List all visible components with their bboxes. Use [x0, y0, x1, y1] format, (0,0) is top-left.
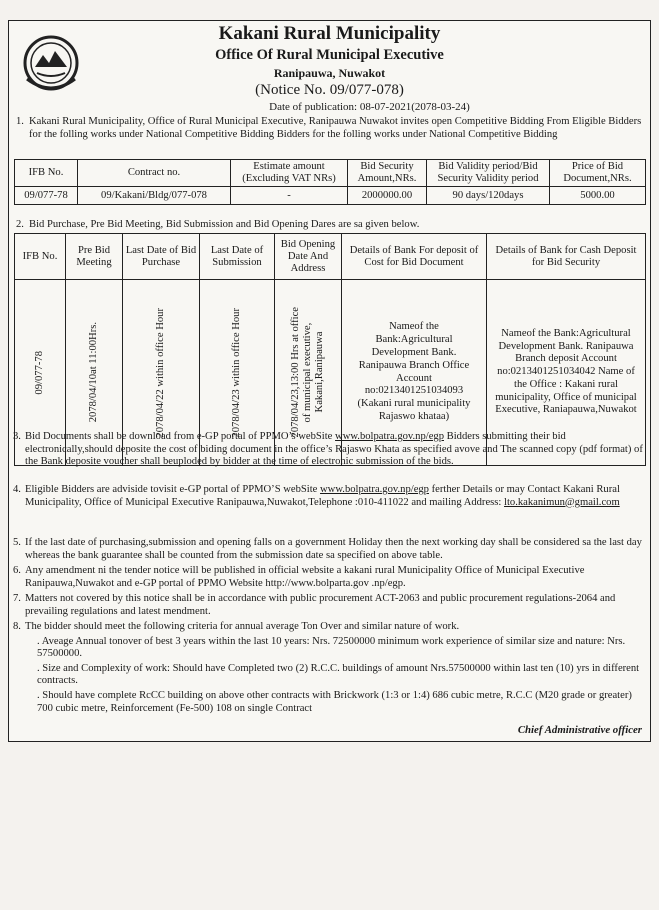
publication-date: Date of publication: 08-07-2021(2078-03-24): [269, 101, 470, 113]
table-cell: -: [231, 187, 348, 205]
paragraph-7: 7. Matters not covered by this notice shall be in accordance with public procurement ACT-2063 and public procurement regulations-2064 and prevailing regulations and latest mendment.: [13, 593, 616, 617]
office-subtitle: Office Of Rural Municipal Executive: [215, 47, 444, 63]
table-cell: 2000000.00: [348, 187, 427, 205]
table-header: Contract no.: [78, 160, 231, 187]
paragraph-8: 8. The bidder should meet the following criteria for annual average Ton Over and similar nature of work. . Aveage Annual tonover of best 3 years within the last 10 years: Nrs. 72500000 minimum work experience of similar size and nature: Nrs. 57500000. . Size and Complexity of work: Should have Completed two (2) R.C.C. buildings of amount Nrs.57500000 within last ten (10) yrs in different contracts. . Should have complete RcCC building on above other contracts with Brickwork (1:3 or 1:4) 686 cubic metre, R.C.C (M20 grade or greater) 700 cubic metre, Reinforcement (Fe-500) 108 on single Contract: [25, 621, 647, 715]
table-cell: 2078/04/23 within office Hour: [200, 280, 275, 466]
signatory-title: Chief Administrative officer: [517, 724, 642, 736]
paragraph-2: 2. Bid Purchase, Pre Bid Meeting, Bid Submission and Bid Opening Dares are sa given below.: [16, 219, 420, 230]
table-header: Estimate amount (Excluding VAT NRs): [231, 160, 348, 187]
bid-info-table: [14, 159, 646, 205]
egp-link[interactable]: www.bolpatra.gov.np/egp: [335, 431, 444, 442]
paragraph-5: 5. If the last date of purchasing,submission and opening falls on a government Holiday then the next working day shall be considered sa the last day whereas the bank guarantee shall be counted from the submission date sa specified on above table.: [13, 537, 642, 561]
table-header: Details of Bank For deposit of Cost for Bid Document: [342, 234, 487, 280]
table-cell: 2078/04/10at 11:00Hrs.: [66, 280, 123, 466]
table-header: Bid Opening Date And Address: [275, 234, 342, 280]
table-header: Bid Security Amount,NRs.: [348, 160, 427, 187]
paragraph-1: 1. Kakani Rural Municipality, Office of Rural Municipal Executive, Ranipauwa Nuwakot invites open Competitive Bidding From Eligible Bidders for the folling works under National Competitive Bidding Bidders for the folling works under National Competitive Bidding: [16, 116, 642, 140]
table-header: Details of Bank for Cash Deposit for Bid Security: [487, 234, 646, 280]
paragraph-6: 6. Any amendment ni the tender notice will be published in official website a kakani rural Municipality Office of Municipal Executive Ranipauwa,Nuwakot and e-GP portal of PPMO Website http://www.bolparta.gov .np/egp.: [13, 565, 585, 589]
table-header: Bid Validity period/Bid Security Validity period: [427, 160, 550, 187]
table-header: Price of Bid Document,NRs.: [550, 160, 646, 187]
table-header: Pre Bid Meeting: [66, 234, 123, 280]
table-header: Last Date of Submission: [200, 234, 275, 280]
table-cell: Nameof the Bank:Agricultural Development Bank. Ranipauwa Branch deposit Account no:0213401251034042 Name of the Office : Kakani rural municipality, Office of municipal Executive, Raniapauwa,Nuwakot: [487, 280, 646, 466]
table-cell: 09/077-78: [15, 187, 78, 205]
table-cell: 09/077-78: [15, 280, 66, 466]
table-cell: 90 days/120days: [427, 187, 550, 205]
egp-link[interactable]: www.bolpatra.gov.np/egp: [320, 484, 429, 495]
list-item: . Aveage Annual tonover of best 3 years within the last 10 years: Nrs. 72500000 minimum work experience of similar size and nature: Nrs. 57500000.: [37, 635, 626, 660]
table-cell: 09/Kakani/Bldg/077-078: [78, 187, 231, 205]
table-cell: 2078/04/23,13:00 Hrs at office of municipal executive, Kakani,Ranipauwa: [275, 280, 342, 466]
list-item: . Should have complete RcCC building on above other contracts with Brickwork (1:3 or 1:4) 686 cubic metre, R.C.C (M20 grade or greater) 700 cubic metre, Reinforcement (Fe-500) 108 on single Contract: [37, 689, 632, 714]
paragraph-4: 4. Eligible Bidders are adviside tovisit e-GP portal of PPMO’S webSite www.bolpatra.gov.np/egp ferther Details or may Contact Kakani Rural Municipality, Office of Municipal Executive Ranipauwa,Nuwakot,Telephone :010-411022 and mailing Address: lto.kakanimun@gmail.com: [13, 484, 620, 508]
notice-number: (Notice No. 09/077-078): [255, 82, 404, 98]
paragraph-3: 3. Bid Documents shall be download from e-GP portal of PPMO’s webSite www.bolpatra.gov.np/egp Bidders submitting their bid electronically,should deposite the cost of biding document in the office’s Rajaswo Khata as specified avove and The scanned copy (pdf format) of the Bank deposite voucher shall beuploded by bidder at the time of electronic submission of the bids.: [13, 431, 643, 468]
table-header: IFB No.: [15, 234, 66, 280]
criteria-list: [25, 636, 647, 716]
email-link[interactable]: lto.kakanimun@gmail.com: [504, 496, 620, 508]
municipality-title: Kakani Rural Municipality: [218, 23, 441, 44]
table-cell: 2078/04/22 within office Hour: [123, 280, 200, 466]
table-cell: Nameof the Bank:Agricultural Development Bank. Ranipauwa Branch Office Account no:0213401251034093 (Kakani rural municipality Rajaswo khataa): [342, 280, 487, 466]
tender-notice: [8, 20, 651, 742]
table-header: Last Date of Bid Purchase: [123, 234, 200, 280]
table-cell: 5000.00: [550, 187, 646, 205]
table-header: IFB No.: [15, 160, 78, 187]
list-item: . Size and Complexity of work: Should have Completed two (2) R.C.C. buildings of amount Nrs.57500000 within last ten (10) yrs in different contracts.: [37, 662, 640, 687]
office-location: Ranipauwa, Nuwakot: [273, 66, 386, 80]
